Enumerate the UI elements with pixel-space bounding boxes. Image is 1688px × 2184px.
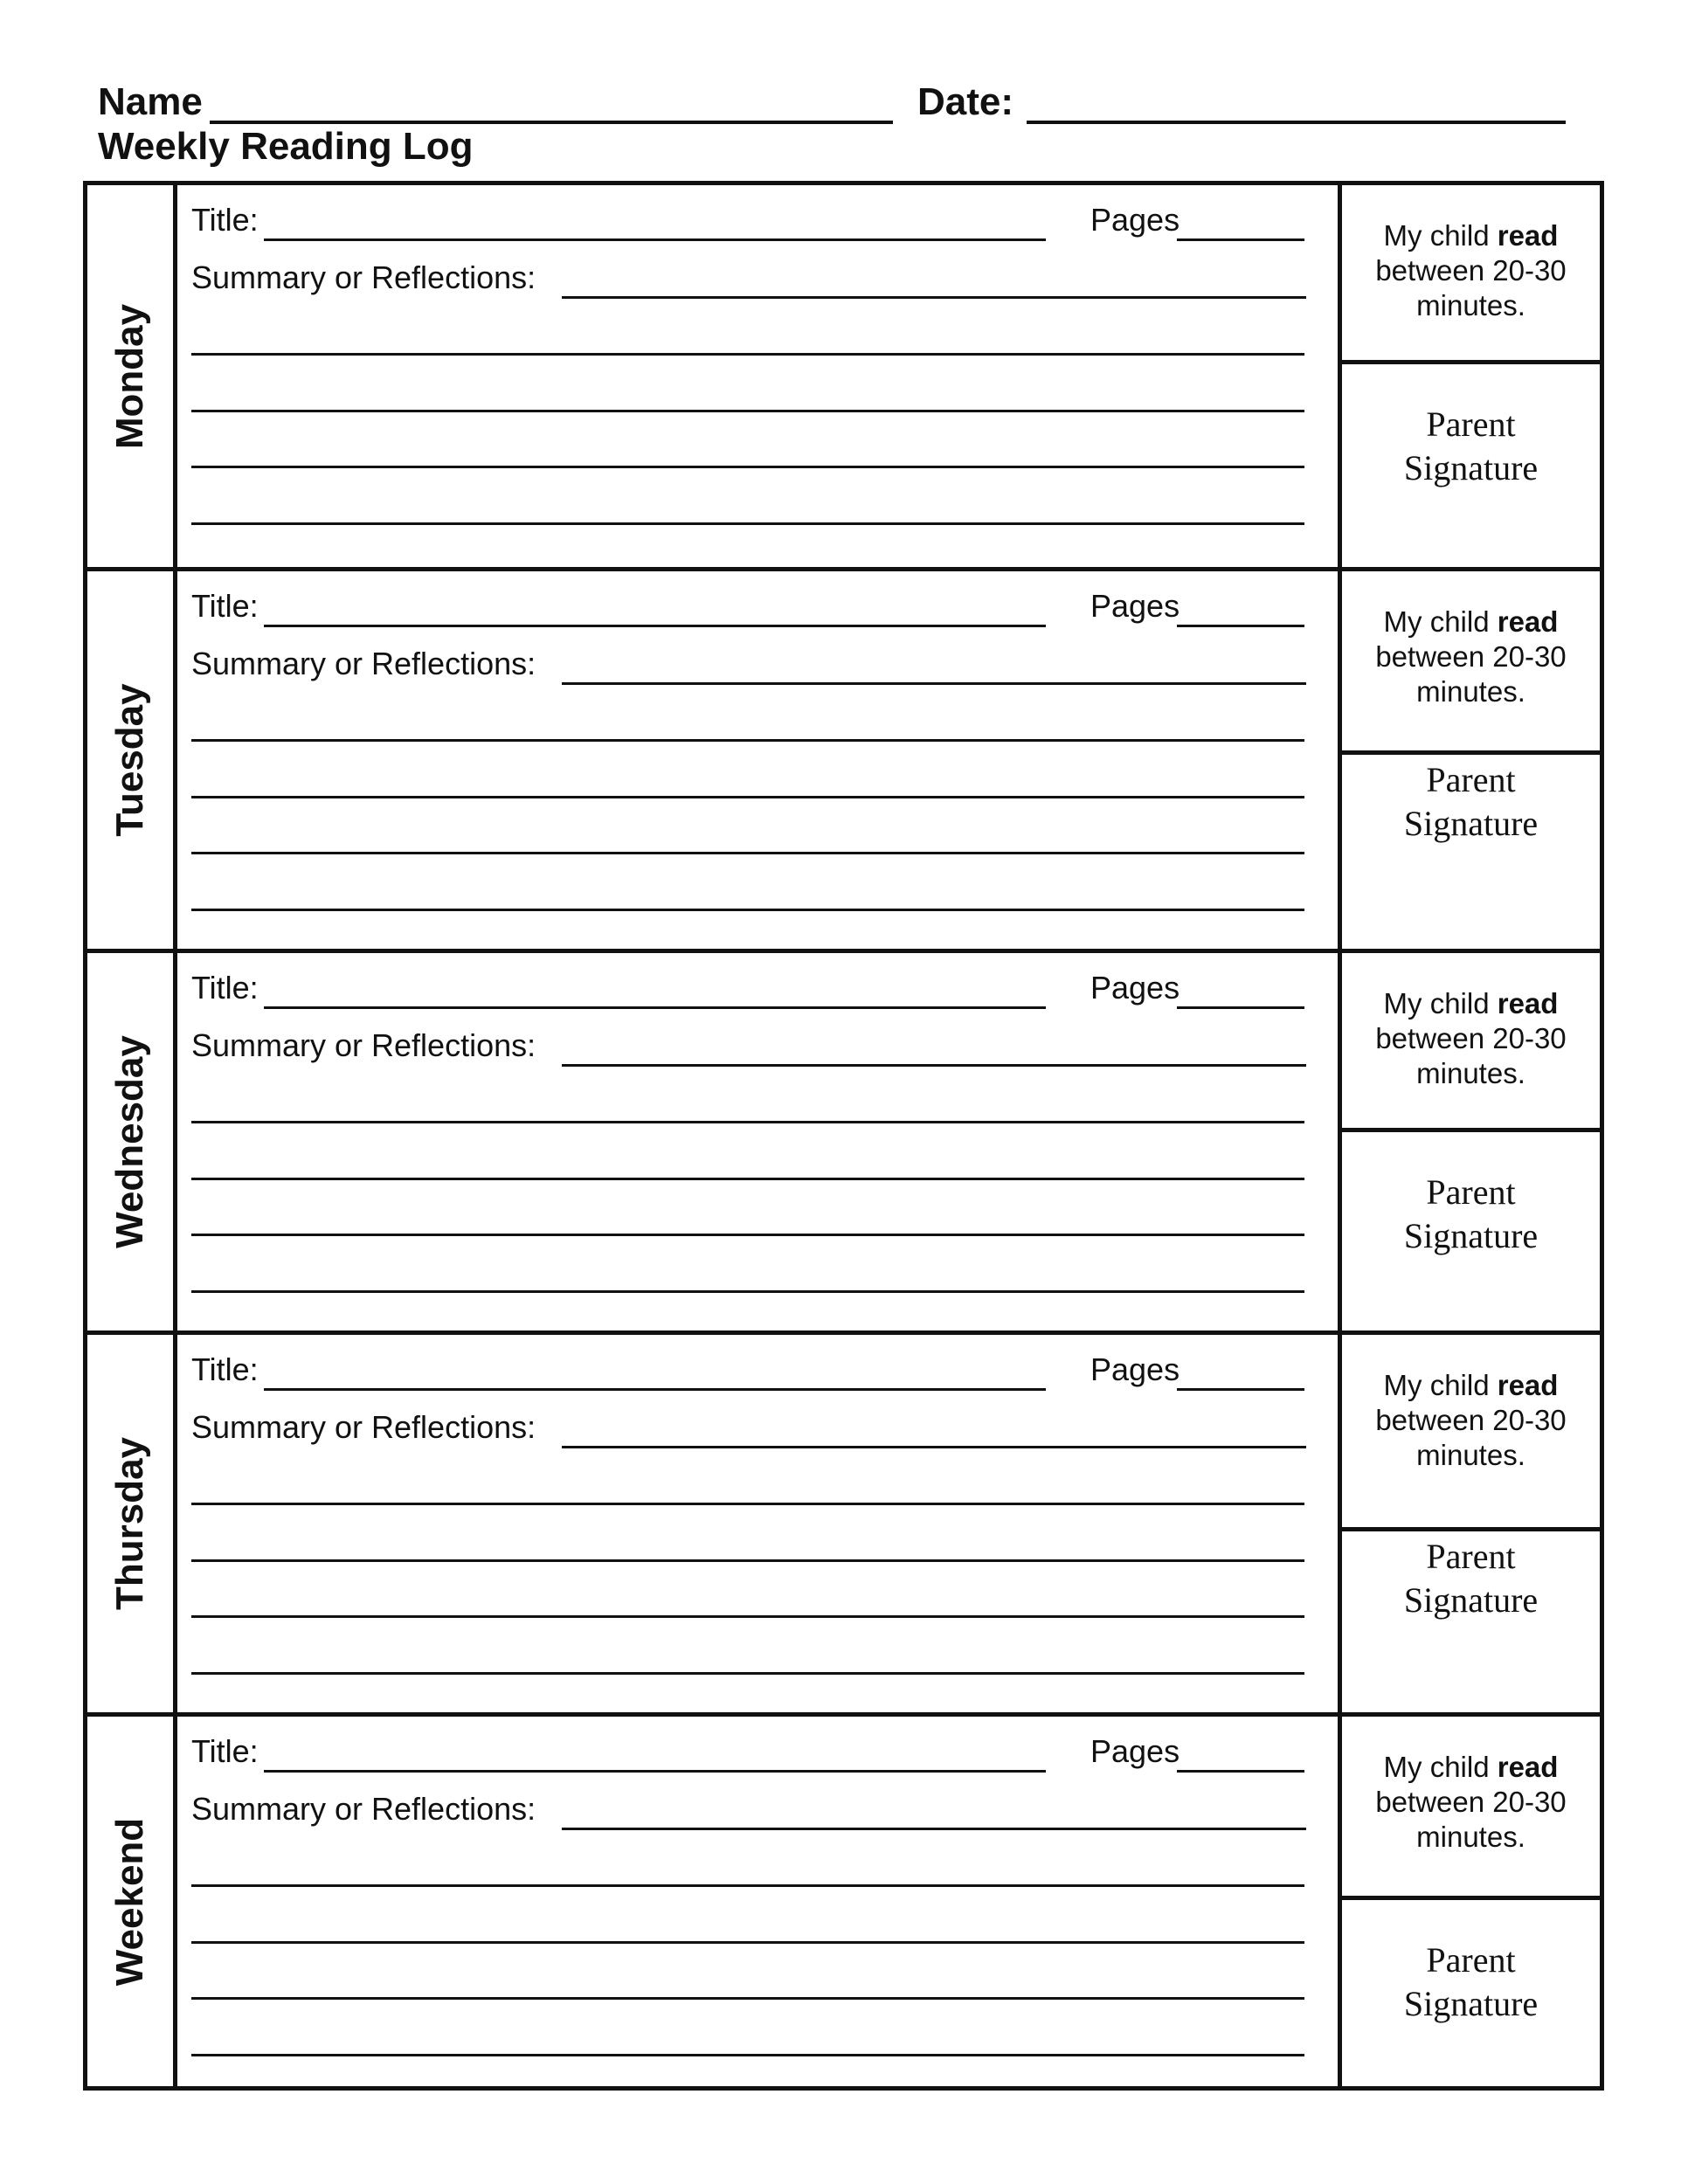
pages-line[interactable] (1177, 625, 1304, 627)
day-label-cell (87, 1717, 177, 2086)
reflection-line[interactable] (191, 410, 1304, 412)
day-row-wednesday (87, 953, 1600, 1335)
signature-line1: Parent (1426, 760, 1516, 799)
day-row-weekend (87, 1717, 1600, 2086)
pages-label: Pages (1090, 970, 1180, 1006)
parent-signature-label (1342, 1939, 1600, 2026)
signature-line1: Parent (1426, 404, 1516, 444)
pages-label: Pages (1090, 588, 1180, 624)
parent-cell (1342, 1717, 1600, 2086)
day-label-cell (87, 953, 177, 1330)
read-suffix: between 20-30 minutes. (1375, 1022, 1567, 1089)
title-label: Title: (191, 970, 259, 1006)
read-bold: read (1497, 987, 1559, 1019)
entry-cell (177, 1335, 1342, 1712)
parent-signature-cell[interactable] (1342, 1132, 1600, 1330)
parent-cell (1342, 1335, 1600, 1712)
read-prefix: My child (1383, 219, 1498, 252)
pages-line[interactable] (1177, 1770, 1304, 1773)
reading-log-table (83, 181, 1604, 2091)
read-prefix: My child (1383, 1751, 1498, 1783)
parent-signature-label (1342, 1171, 1600, 1258)
summary-label: Summary or Reflections: (191, 1027, 536, 1063)
summary-label: Summary or Reflections: (191, 1791, 536, 1827)
read-suffix: between 20-30 minutes. (1375, 254, 1567, 321)
day-label: Weekend (108, 1817, 151, 1986)
day-row-tuesday (87, 571, 1600, 953)
parent-cell (1342, 185, 1600, 567)
read-confirmation-text (1342, 1368, 1600, 1473)
title-line[interactable] (264, 1006, 1046, 1009)
reflection-line[interactable] (191, 1178, 1304, 1180)
read-bold: read (1497, 1369, 1559, 1401)
date-label: Date: (917, 80, 1014, 123)
parent-signature-label (1342, 1535, 1600, 1622)
parent-signature-cell[interactable] (1342, 1531, 1600, 1712)
reflection-line[interactable] (191, 1234, 1304, 1236)
read-prefix: My child (1383, 1369, 1498, 1401)
reflection-line[interactable] (191, 1941, 1304, 1944)
day-label: Wednesday (108, 1035, 151, 1248)
pages-line[interactable] (1177, 1388, 1304, 1391)
entry-cell (177, 185, 1342, 567)
day-row-thursday (87, 1335, 1600, 1717)
reflection-line[interactable] (191, 466, 1304, 468)
summary-label: Summary or Reflections: (191, 646, 536, 681)
pages-line[interactable] (1177, 238, 1304, 241)
summary-label: Summary or Reflections: (191, 259, 536, 295)
reflection-line[interactable] (191, 1121, 1304, 1123)
reflection-line[interactable] (191, 852, 1304, 854)
reflection-line[interactable] (191, 1884, 1304, 1887)
reflection-line[interactable] (191, 1672, 1304, 1675)
title-line[interactable] (264, 1770, 1046, 1773)
signature-line1: Parent (1426, 1940, 1516, 1980)
summary-line[interactable] (562, 1828, 1306, 1830)
reflection-line[interactable] (191, 739, 1304, 742)
read-confirmation-cell[interactable] (1342, 1717, 1600, 1900)
signature-line2: Signature (1403, 804, 1539, 843)
title-label: Title: (191, 1733, 259, 1769)
reflection-line[interactable] (191, 522, 1304, 525)
read-suffix: between 20-30 minutes. (1375, 1786, 1567, 1853)
summary-line[interactable] (562, 296, 1306, 299)
reflection-line[interactable] (191, 353, 1304, 356)
read-confirmation-cell[interactable] (1342, 571, 1600, 755)
signature-line2: Signature (1403, 1216, 1539, 1255)
title-label: Title: (191, 1351, 259, 1387)
read-prefix: My child (1383, 605, 1498, 638)
reflection-line[interactable] (191, 1997, 1304, 2000)
reflection-line[interactable] (191, 909, 1304, 911)
day-label: Thursday (108, 1436, 151, 1611)
reflection-line[interactable] (191, 1503, 1304, 1505)
title-line[interactable] (264, 625, 1046, 627)
day-label-cell (87, 571, 177, 949)
header-row (98, 79, 1601, 129)
summary-line[interactable] (562, 1446, 1306, 1448)
read-confirmation-text (1342, 605, 1600, 709)
signature-line2: Signature (1403, 1984, 1539, 2023)
day-label-cell (87, 185, 177, 567)
title-line[interactable] (264, 238, 1046, 241)
read-suffix: between 20-30 minutes. (1375, 1404, 1567, 1471)
summary-line[interactable] (562, 1064, 1306, 1067)
page-title: Weekly Reading Log (98, 125, 474, 168)
day-label: Monday (108, 303, 151, 449)
pages-label: Pages (1090, 1733, 1180, 1769)
parent-signature-label (1342, 403, 1600, 490)
title-line[interactable] (264, 1388, 1046, 1391)
entry-cell (177, 1717, 1342, 2086)
parent-cell (1342, 953, 1600, 1330)
parent-cell (1342, 571, 1600, 949)
title-label: Title: (191, 202, 259, 238)
read-confirmation-cell[interactable] (1342, 1335, 1600, 1531)
read-confirmation-cell[interactable] (1342, 185, 1600, 364)
name-label: Name (98, 80, 203, 123)
read-confirmation-text (1342, 986, 1600, 1091)
reflection-line[interactable] (191, 2054, 1304, 2056)
signature-line1: Parent (1426, 1172, 1516, 1212)
read-prefix: My child (1383, 987, 1498, 1019)
entry-cell (177, 953, 1342, 1330)
pages-line[interactable] (1177, 1006, 1304, 1009)
read-confirmation-text (1342, 218, 1600, 323)
signature-line1: Parent (1426, 1537, 1516, 1576)
reflection-line[interactable] (191, 796, 1304, 798)
read-bold: read (1497, 1751, 1559, 1783)
date-line[interactable] (1027, 121, 1566, 124)
read-confirmation-text (1342, 1750, 1600, 1855)
parent-signature-cell[interactable] (1342, 755, 1600, 949)
parent-signature-label (1342, 758, 1600, 846)
parent-signature-cell[interactable] (1342, 1900, 1600, 2086)
entry-cell (177, 571, 1342, 949)
parent-signature-cell[interactable] (1342, 364, 1600, 567)
title-label: Title: (191, 588, 259, 624)
reflection-line[interactable] (191, 1559, 1304, 1562)
summary-line[interactable] (562, 682, 1306, 685)
signature-line2: Signature (1403, 448, 1539, 487)
pages-label: Pages (1090, 1351, 1180, 1387)
signature-line2: Signature (1403, 1580, 1539, 1620)
read-bold: read (1497, 219, 1559, 252)
reflection-line[interactable] (191, 1615, 1304, 1618)
reflection-line[interactable] (191, 1290, 1304, 1293)
read-bold: read (1497, 605, 1559, 638)
day-label: Tuesday (108, 683, 151, 837)
day-row-monday (87, 185, 1600, 571)
day-label-cell (87, 1335, 177, 1712)
read-suffix: between 20-30 minutes. (1375, 640, 1567, 708)
pages-label: Pages (1090, 202, 1180, 238)
summary-label: Summary or Reflections: (191, 1409, 536, 1445)
read-confirmation-cell[interactable] (1342, 953, 1600, 1132)
